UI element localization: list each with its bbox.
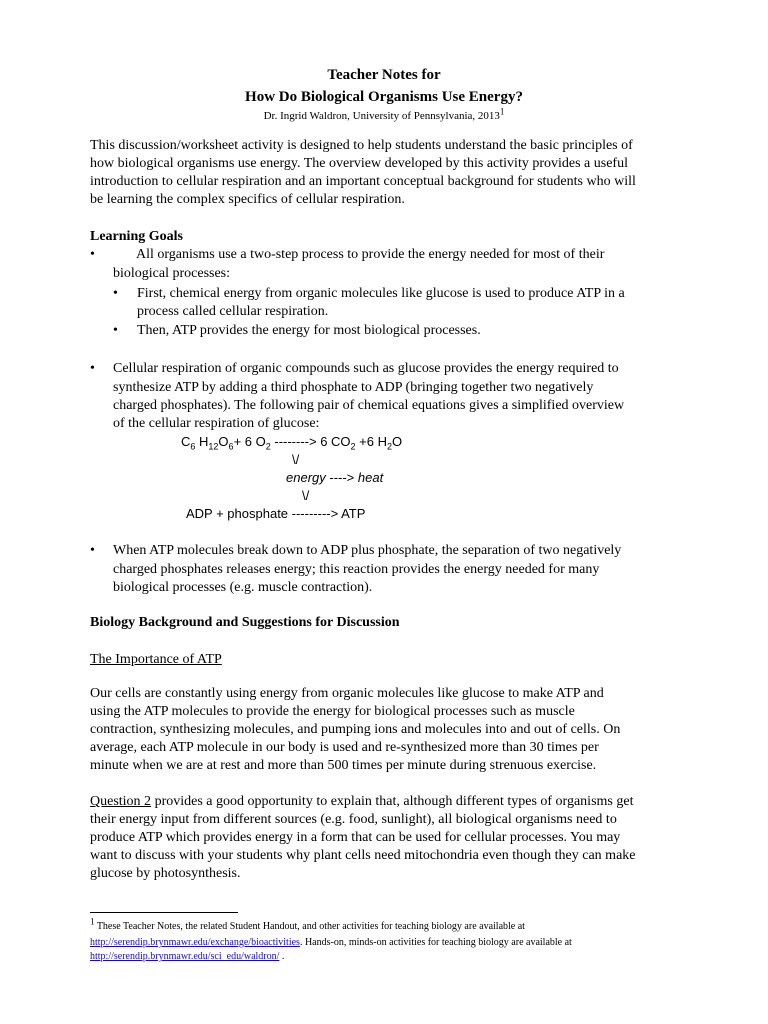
footnote-line-3 — [90, 950, 284, 964]
bullet-icon: • — [113, 286, 118, 301]
para-2-first-text: provides a good opportunity to explain that, although different types of organisms get — [151, 794, 634, 809]
footnote-number: 1 — [90, 916, 95, 927]
energy-word: energy — [286, 470, 326, 485]
footnote-text-3: . — [279, 951, 285, 962]
respiration-equation — [181, 433, 402, 451]
eq-arrow: --------> 6 CO — [270, 434, 351, 449]
background-para-1-line: minute when we are at rest and more than 500 times per minute during strenuous exercise. — [90, 758, 597, 773]
goal-1-line: All organisms use a two-step process to provide the energy needed for most of their — [136, 247, 605, 262]
byline-text: Dr. Ingrid Waldron, University of Pennsylvania, 2013 — [263, 110, 500, 122]
background-para-1-line: Our cells are constantly using energy from organic molecules like glucose to make ATP and — [90, 686, 604, 701]
bioactivities-link[interactable]: http://serendip.brynmawr.edu/exchange/bioactivities — [90, 937, 300, 948]
goal-2-line: of the cellular respiration of glucose: — [113, 416, 320, 431]
down-arrow-2: \/ — [302, 488, 310, 503]
eq-o2-sub: 2 — [265, 441, 271, 452]
intro-line: This discussion/worksheet activity is designed to help students understand the basic principles of — [90, 138, 633, 153]
byline-footnote-ref: 1 — [499, 106, 505, 117]
atp-equation: ADP + phosphate ---------> ATP — [186, 506, 366, 521]
background-heading: Biology Background and Suggestions for Discussion — [90, 615, 400, 630]
eq-h2o-sub: 2 — [387, 441, 393, 452]
heat-word: heat — [357, 470, 384, 485]
intro-line: how biological organisms use energy. The overview developed by this activity provides a useful — [90, 156, 628, 171]
background-para-2-line: want to discuss with your students why plant cells need mitochondria even though they can make — [90, 848, 636, 863]
goal-1b-line: Then, ATP provides the energy for most biological processes. — [137, 323, 481, 338]
waldron-link[interactable]: http://serendip.brynmawr.edu/sci_edu/waldron/ — [90, 951, 280, 962]
background-para-2-line: their energy input from different sources (e.g. food, sunlight), all biological organisms need to — [90, 812, 617, 827]
eq-h-sub: 12 — [208, 441, 219, 452]
goal-1a-line: process called cellular respiration. — [137, 304, 329, 319]
footnote-separator — [90, 912, 238, 913]
bullet-icon: • — [90, 247, 95, 262]
footnote-line-1 — [90, 916, 525, 934]
bullet-icon: • — [113, 323, 118, 338]
intro-line: be learning the complex specifics of cellular respiration. — [90, 192, 405, 207]
title-line-1: Teacher Notes for — [327, 67, 441, 83]
goal-3-line: biological processes (e.g. muscle contraction). — [113, 580, 373, 595]
background-para-2-line: glucose by photosynthesis. — [90, 866, 241, 881]
title-line-2: How Do Biological Organisms Use Energy? — [245, 89, 523, 105]
goal-1a-line: First, chemical energy from organic molecules like glucose is used to produce ATP in a — [137, 286, 625, 301]
energy-line — [286, 469, 383, 487]
goal-3-line: charged phosphates releases energy; this reaction provides the energy needed for many — [113, 562, 600, 577]
energy-arrow: ----> — [325, 470, 358, 485]
eq-o-sub: 6 — [228, 441, 234, 452]
bullet-icon: • — [90, 543, 95, 558]
background-para-2-first-line — [90, 793, 633, 811]
background-para-1-line: average, each ATP molecule in our body is used and re-synthesized more than 30 times per — [90, 740, 599, 755]
footnote-line-2 — [90, 936, 572, 950]
bullet-icon: • — [90, 361, 95, 376]
eq-co2-sub: 2 — [350, 441, 356, 452]
footnote-text-2: . Hands-on, minds-on activities for teaching biology are available at — [299, 937, 572, 948]
goal-2-line: synthesize ATP by adding a third phosphate to ADP (bringing together two negatively — [113, 380, 594, 395]
eq-o: O — [218, 434, 229, 449]
learning-goals-heading: Learning Goals — [90, 229, 183, 244]
question-2-link[interactable]: Question 2 — [90, 794, 152, 809]
background-para-1-line: using the ATP molecules to provide the energy for biological processes such as muscle — [90, 704, 575, 719]
down-arrow-1: \/ — [292, 452, 300, 467]
goal-3-line: When ATP molecules break down to ADP plus phosphate, the separation of two negatively — [113, 543, 622, 558]
background-para-1-line: contraction, synthesizing molecules, and pumping ions and molecules into and out of cells. On — [90, 722, 621, 737]
atp-subheading: The Importance of ATP — [90, 652, 222, 667]
goal-2-line: charged phosphates). The following pair of chemical equations gives a simplified overview — [113, 398, 625, 413]
eq-plus-h2o: +6 H — [355, 434, 387, 449]
eq-c: C — [181, 434, 191, 449]
goal-1-line: biological processes: — [113, 266, 231, 281]
footnote-text-1: These Teacher Notes, the related Student Handout, and other activities for teaching biology are available at — [96, 921, 525, 932]
eq-h2o-end: O — [392, 434, 403, 449]
eq-h: H — [195, 434, 209, 449]
background-para-2-line: produce ATP which provides energy in a form that can be used for cellular processes. You may — [90, 830, 621, 845]
intro-line: introduction to cellular respiration and an important conceptual background for students who will — [90, 174, 636, 189]
eq-c-sub: 6 — [190, 441, 196, 452]
byline — [0, 107, 768, 125]
eq-plus-o2: + 6 O — [233, 434, 266, 449]
goal-2-line: Cellular respiration of organic compounds such as glucose provides the energy required to — [113, 361, 619, 376]
